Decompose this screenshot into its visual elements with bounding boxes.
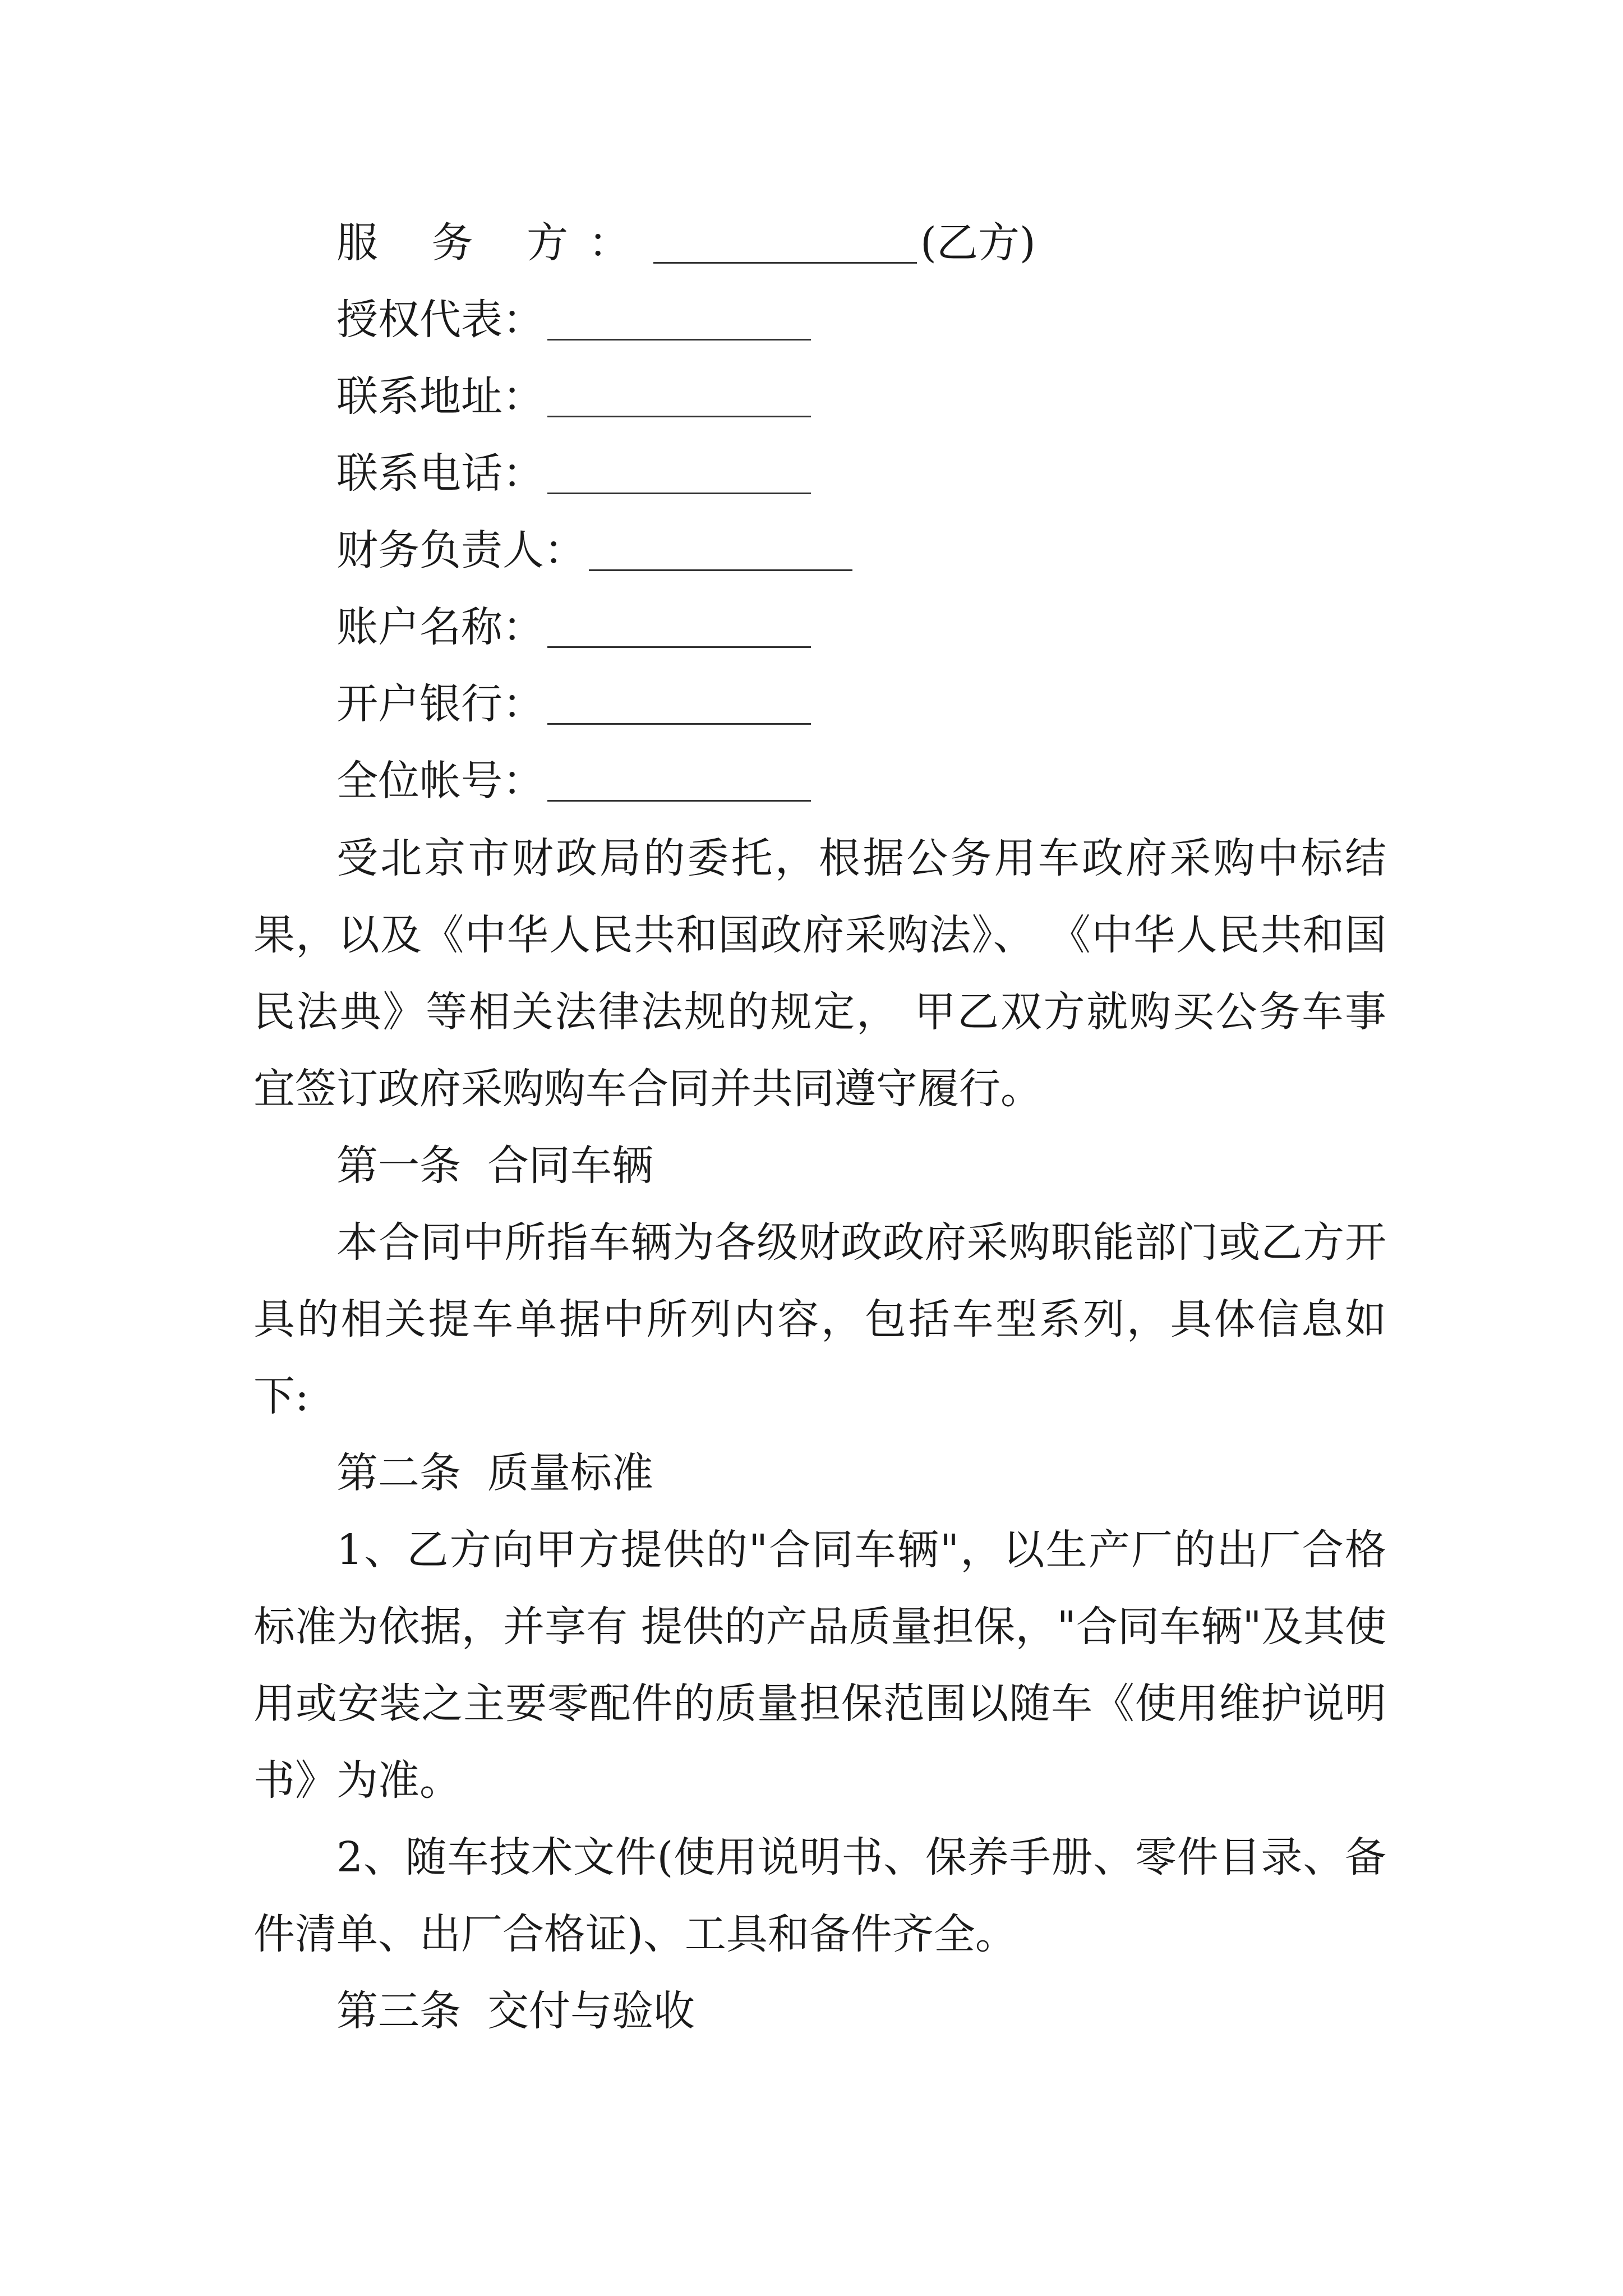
field-service-party bbox=[336, 202, 1036, 267]
blank-line[interactable] bbox=[547, 687, 811, 725]
field-bank bbox=[336, 663, 811, 728]
blank-line[interactable] bbox=[547, 457, 811, 494]
blank-line[interactable] bbox=[547, 764, 811, 802]
blank-line[interactable] bbox=[547, 610, 811, 648]
blank-line[interactable] bbox=[589, 533, 852, 571]
blank-line[interactable] bbox=[653, 226, 917, 264]
article-2-heading: 第二条 质量标准 bbox=[336, 1449, 654, 1497]
intro-paragraph: 受北京市财政局的委托，根据公务用车政府采购中标结果，以及《中华人民共和国政府采购法》、 《中华人民共和国民法典》等相关法律法规的规定， 甲乙双方就购买公务车事宜签订政府采购购车合同并共同遵守履行。 bbox=[253, 834, 1386, 1113]
article-1-heading: 第一条 合同车辆 bbox=[336, 1142, 654, 1190]
field-authorized-rep bbox=[336, 279, 811, 344]
field-label: 服 务 方： bbox=[336, 219, 651, 267]
article-3-heading: 第三条 交付与验收 bbox=[336, 1987, 695, 2035]
field-finance-officer bbox=[336, 509, 852, 574]
field-label: 账户名称： bbox=[336, 603, 544, 651]
field-account-number bbox=[336, 740, 811, 805]
field-account-name bbox=[336, 586, 811, 651]
field-label: 联系电话： bbox=[336, 449, 544, 498]
field-label: 授权代表： bbox=[336, 296, 544, 344]
field-label: 全位帐号： bbox=[336, 757, 544, 805]
field-contact-address bbox=[336, 356, 811, 421]
field-suffix: (乙方) bbox=[920, 219, 1036, 267]
field-contact-phone bbox=[336, 432, 811, 498]
field-label: 联系地址： bbox=[336, 372, 544, 421]
blank-line[interactable] bbox=[547, 380, 811, 417]
article-2-item-1: 1、乙方向甲方提供的"合同车辆"，以生产厂的出厂合格标准为依据，并享有 提供的产品质量担保，"合同车辆"及其使用或安装之主要零配件的质量担保范围以随车《使用维护说明书》为准。 bbox=[253, 1526, 1386, 1805]
article-1-body: 本合同中所指车辆为各级财政政府采购职能部门或乙方开具的相关提车单据中所列内容，包括车型系列，具体信息如下: bbox=[253, 1218, 1386, 1420]
field-label: 开户银行： bbox=[336, 680, 544, 728]
field-label: 财务负责人： bbox=[336, 526, 585, 574]
article-2-item-2: 2、随车技术文件(使用说明书、保养手册、零件目录、备件清单、出厂合格证)、工具和备件齐全。 bbox=[253, 1833, 1386, 1958]
blank-line[interactable] bbox=[547, 303, 811, 341]
